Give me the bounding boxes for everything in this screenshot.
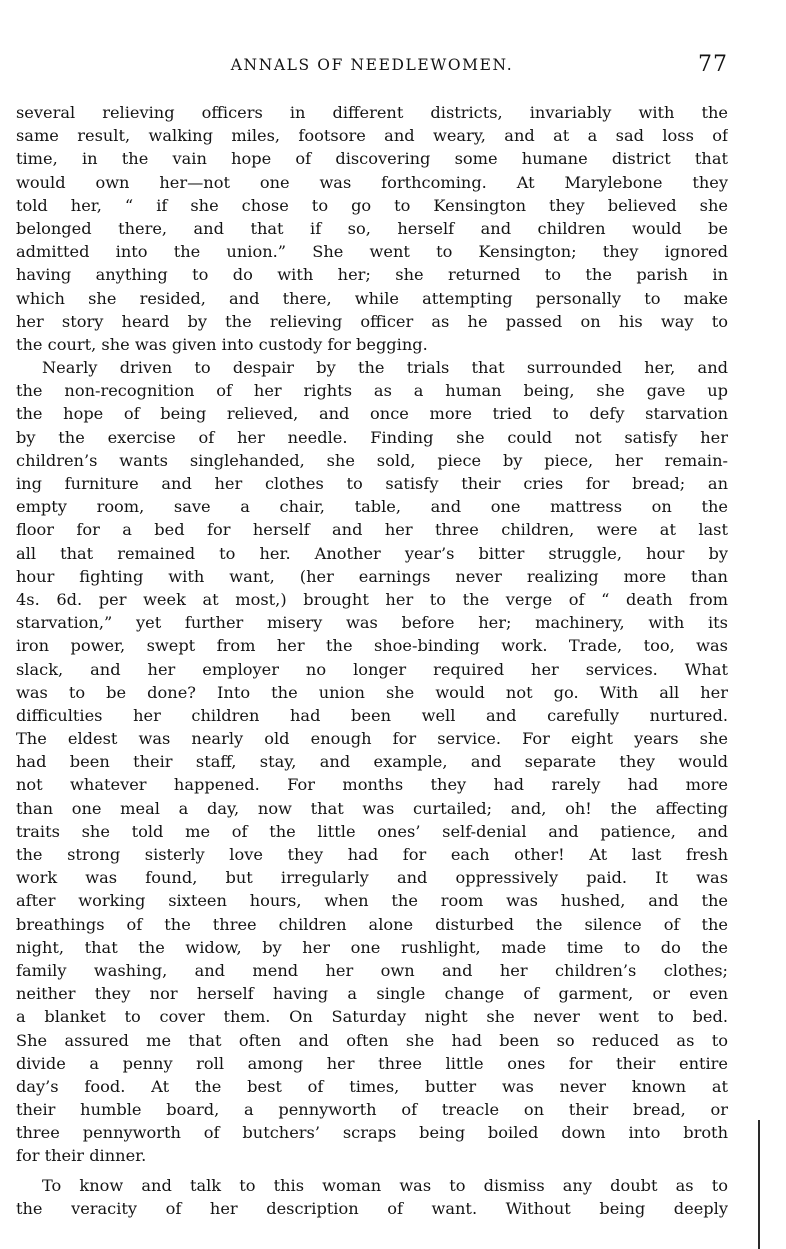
text-line: divide a penny roll among her three little ones for their entire xyxy=(16,1053,728,1073)
text-line: having anything to do with her; she returned to the parish in xyxy=(16,265,728,285)
running-header xyxy=(16,52,728,80)
text-line: traits she told me of the little ones’ self-denial and patience, and xyxy=(16,821,728,841)
text-line: her story heard by the relieving officer as he passed on his way to xyxy=(16,311,728,331)
paragraph xyxy=(16,1174,728,1220)
text-line: family washing, and mend her own and her children’s clothes; xyxy=(16,960,728,980)
text-line: the court, she was given into custody for begging. xyxy=(16,334,428,354)
text-line: iron power, swept from her the shoe-binding work. Trade, too, was xyxy=(16,636,728,656)
text-line: three pennyworth of butchers’ scraps being boiled down into broth xyxy=(16,1123,728,1143)
text-line: difficulties her children had been well and carefully nurtured. xyxy=(16,705,728,725)
text-line: The eldest was nearly old enough for service. For eight years she xyxy=(16,729,728,749)
text-line: breathings of the three children alone disturbed the silence of the xyxy=(16,914,728,934)
text-line: was to be done? Into the union she would not go. With all her xyxy=(16,682,728,702)
text-line: the non-recognition of her rights as a human being, she gave up xyxy=(16,381,728,401)
paragraph xyxy=(16,101,728,356)
text-line: all that remained to her. Another year’s bitter struggle, hour by xyxy=(16,543,728,563)
text-line: their humble board, a pennyworth of treacle on their bread, or xyxy=(16,1100,728,1120)
text-line: admitted into the union.” She went to Kensington; they ignored xyxy=(16,242,728,262)
text-line: told her, “ if she chose to go to Kensington they believed she xyxy=(16,195,728,215)
text-line: would own her—not one was forthcoming. At Marylebone they xyxy=(16,172,728,192)
body-text xyxy=(16,101,728,1220)
text-line: not whatever happened. For months they had rarely had more xyxy=(16,775,728,795)
text-line: had been their staff, stay, and example, and separate they would xyxy=(16,752,728,772)
page-edge-rule xyxy=(758,1120,760,1249)
paragraph xyxy=(16,356,728,1168)
text-line: for their dinner. xyxy=(16,1146,147,1166)
text-line: floor for a bed for herself and her three children, were at last xyxy=(16,520,728,540)
text-line: hour fighting with want, (her earnings never realizing more than xyxy=(16,566,728,586)
text-line: children’s wants singlehanded, she sold, piece by piece, her remain- xyxy=(16,450,728,470)
text-line: 4s. 6d. per week at most,) brought her to the verge of “ death from xyxy=(16,589,728,609)
text-line: To know and talk to this woman was to dismiss any doubt as to xyxy=(42,1175,728,1195)
text-line: several relieving officers in different districts, invariably with the xyxy=(16,103,728,122)
text-line: Nearly driven to despair by the trials that surrounded her, and xyxy=(42,358,728,378)
page-number: 77 xyxy=(698,52,728,77)
text-line: after working sixteen hours, when the room was hushed, and the xyxy=(16,891,728,911)
text-line: which she resided, and there, while attempting personally to make xyxy=(16,288,728,308)
text-line: starvation,” yet further misery was before her; machinery, with its xyxy=(16,613,728,633)
text-line: ing furniture and her clothes to satisfy their cries for bread; an xyxy=(16,474,728,493)
text-line: the strong sisterly love they had for each other! At last fresh xyxy=(16,845,728,864)
text-line: empty room, save a chair, table, and one mattress on the xyxy=(16,497,728,517)
text-line: work was found, but irregularly and oppressively paid. It was xyxy=(16,868,728,888)
text-line: belonged there, and that if so, herself and children would be xyxy=(16,218,728,238)
text-line: time, in the vain hope of discovering some humane district that xyxy=(16,149,728,169)
text-line: a blanket to cover them. On Saturday night she never went to bed. xyxy=(16,1007,728,1027)
text-line: day’s food. At the best of times, butter was never known at xyxy=(16,1076,728,1096)
text-line: slack, and her employer no longer required her services. What xyxy=(16,659,728,679)
text-line: the hope of being relieved, and once more tried to defy starvation xyxy=(16,404,728,424)
text-line: the veracity of her description of want. Without being deeply xyxy=(16,1198,728,1218)
running-title: ANNALS OF NEEDLEWOMEN. xyxy=(230,56,514,74)
text-line: night, that the widow, by her one rushlight, made time to do the xyxy=(16,937,728,957)
text-line: by the exercise of her needle. Finding she could not satisfy her xyxy=(16,427,728,447)
text-line: than one meal a day, now that was curtailed; and, oh! the affecting xyxy=(16,798,728,818)
text-line: She assured me that often and often she had been so reduced as to xyxy=(16,1030,728,1050)
text-line: same result, walking miles, footsore and weary, and at a sad loss of xyxy=(16,126,728,146)
text-line: neither they nor herself having a single change of garment, or even xyxy=(16,984,728,1004)
